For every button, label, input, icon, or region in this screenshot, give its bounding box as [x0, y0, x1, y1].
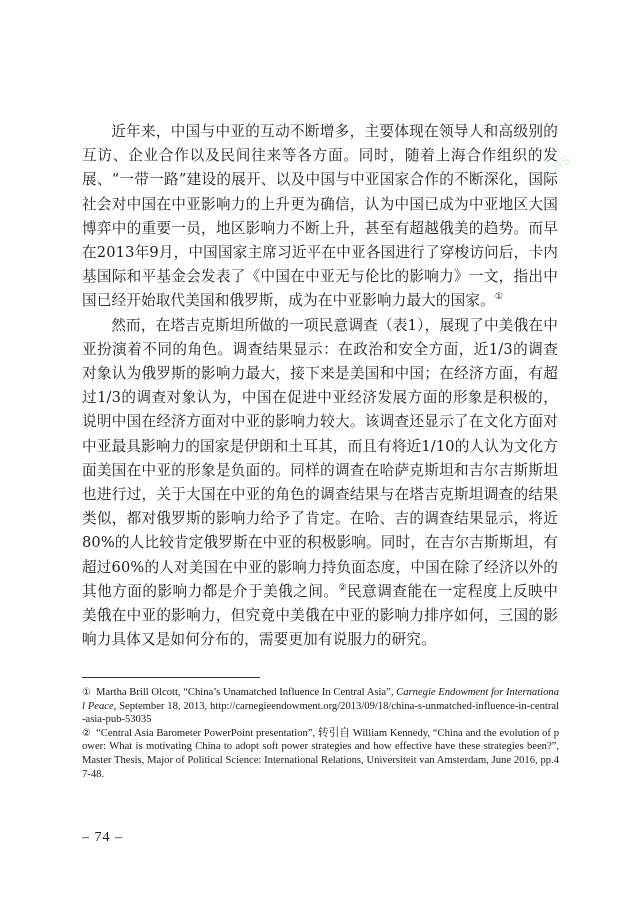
- footnote-2-text: “Central Asia Barometer PowerPoint presentation”, 转引自 William Kennedy, “China and the evolution of power: What is motivating China to adopt soft power strategies and how effective have these strategies been?”, Master Thesis, Major of Political Science: International Relations, Universiteit van Amsterdam, June 2016, pp.47-48.: [82, 727, 560, 780]
- body-text: [82, 120, 558, 652]
- footnote-1-text-post[interactable]: , September 18, 2013, http://carnegieendowment.org/2013/09/18/china-s-unmatched-influence-in-central-asia-pub-53035: [82, 700, 560, 726]
- paragraph-2-text-a: 然而，在塔吉克斯坦所做的一项民意调查（表1），展现了中美俄在中亚扮演着不同的角色。调查结果显示：在政治和安全方面，近1/3的调查对象认为俄罗斯的影响力最大，接下来是美国和中国；在经济方面，有超过1/3的调查对象认为，中国在促进中亚经济发展方面的形象是积极的，说明中国在经济方面对中亚的影响力较大。该调查还显示了在文化方面对中亚最具影响力的国家是伊朗和土耳其，而且有将近1/10的人认为文化方面美国在中亚的形象是负面的。同样的调查在哈萨克斯坦和吉尔吉斯斯坦也进行过，关于大国在中亚的角色的调查结果与在塔吉克斯坦调查的结果类似，都对俄罗斯的影响力给予了肯定。在哈、吉的调查结果显示，将近80%的人比较肯定俄罗斯在中亚的积极影响。同时，在吉尔吉斯斯坦，有超过60%的人对美国在中亚的影响力持负面态度，中国在除了经济以外的其他方面的影响力都是介于美俄之间。: [82, 316, 558, 600]
- footnote-ref-1[interactable]: ①: [494, 292, 504, 303]
- footnote-1-mark: ①: [82, 687, 92, 698]
- footnote-2: [82, 727, 559, 781]
- page-number: – 74 –: [82, 830, 123, 845]
- footnote-ref-2[interactable]: ②: [338, 583, 348, 593]
- footnote-1-italic: Carnegie Endowment for International Peace: [82, 687, 559, 712]
- paragraph-1-text: 近年来，中国与中亚的互动不断增多，主要体现在领导人和高级别的互访、企业合作以及民间往来等各方面。同时，随着上海合作组织的发展、“一带一路”建设的展开、以及中国与中亚国家合作的不断深化，国际社会对中国在中亚影响力的上升更为确信，认为中国已成为中亚地区大国博弈中的重要一员，地区影响力不断上升，甚至有超越俄美的趋势。而早在2013年9月，中国国家主席习近平在中亚各国进行了穿梭访问后，卡内基国际和平基金会发表了《中国在中亚无与伦比的影响力》一文，指出中国已经开始取代美国和俄罗斯，成为在中亚影响力最大的国家。: [82, 123, 558, 310]
- watermark-text: CIIS: [542, 152, 575, 182]
- footnote-2-mark: ②: [82, 727, 92, 739]
- paragraph-1: [82, 120, 558, 314]
- footnotes: [82, 686, 559, 781]
- footnote-1-text-pre: Martha Brill Olcott, “China’s Unamatched Influence In Central Asia”,: [96, 687, 397, 698]
- footnote-1: [82, 686, 559, 727]
- paragraph-2-text-b: 民意调查能在一定程度上反映中美俄在中亚的影响力，但究竟中美俄在中亚的影响力排序如何，三国的影响力具体又是如何分布的，需要更加有说服力的研究。: [82, 582, 558, 649]
- footnote-divider: [82, 677, 260, 678]
- paragraph-2: [82, 314, 558, 653]
